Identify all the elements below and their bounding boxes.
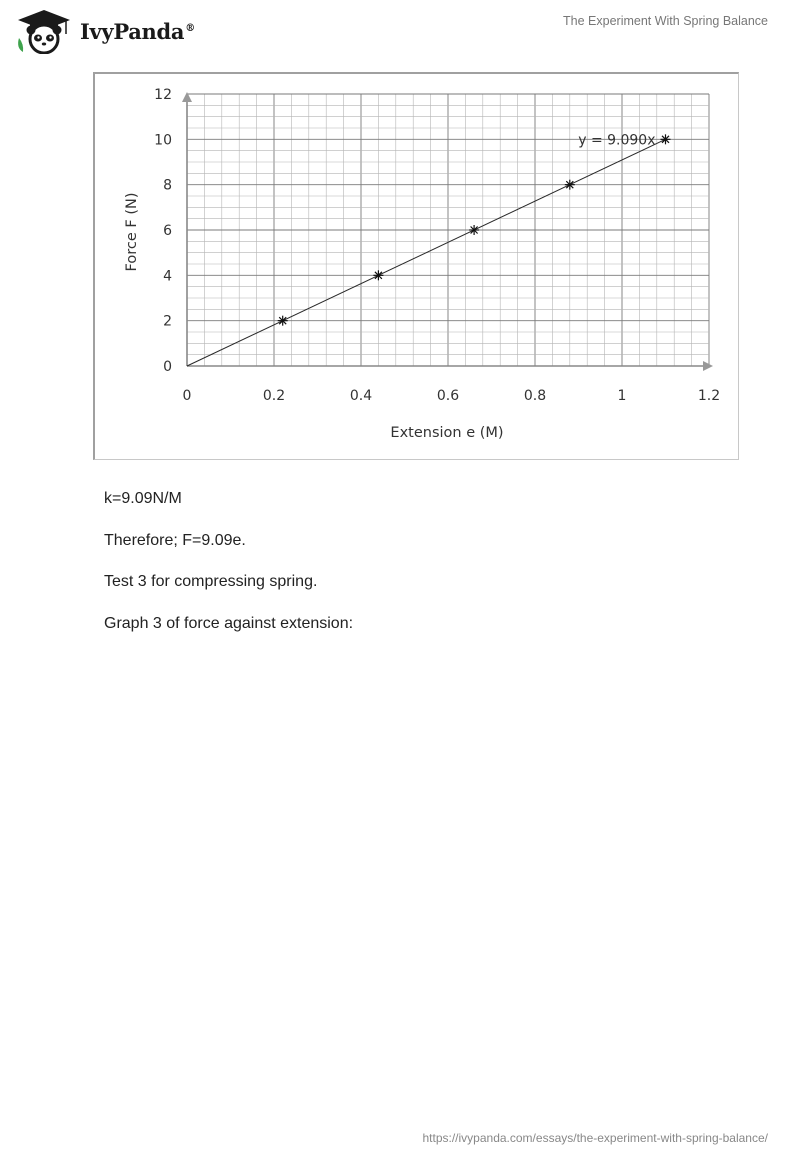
y-axis-title: Force F (N) xyxy=(124,192,140,272)
chart-figure xyxy=(93,72,739,460)
spring-constant-text: k=9.09N/M xyxy=(104,490,182,507)
x-tick-label: 0.2 xyxy=(262,388,286,404)
y-tick-label: 4 xyxy=(163,268,172,285)
x-axis-title: Extension e (M) xyxy=(390,425,504,441)
x-tick-label: 1 xyxy=(617,388,627,404)
x-tick-label: 0.6 xyxy=(436,388,460,404)
data-point xyxy=(373,270,383,280)
page-header xyxy=(0,0,800,60)
data-point xyxy=(661,134,671,144)
x-axis-arrow xyxy=(703,361,713,371)
x-tick-label: 0.8 xyxy=(523,388,547,404)
formula-text: Therefore; F=9.09e. xyxy=(104,532,246,549)
graph-caption-text: Graph 3 of force against extension: xyxy=(104,615,354,632)
y-tick-label: 12 xyxy=(154,87,172,103)
y-axis-arrow xyxy=(182,92,192,102)
panda-graduation-cap-icon xyxy=(14,8,74,54)
x-tick-label: 0 xyxy=(182,388,192,404)
y-tick-label: 6 xyxy=(163,223,172,239)
force-extension-chart xyxy=(95,74,741,462)
trendline-equation: y = 9.090x xyxy=(578,132,656,149)
data-point xyxy=(469,225,479,235)
y-tick-label: 0 xyxy=(163,359,172,375)
registered-mark: ® xyxy=(185,22,195,34)
x-tick-label: 0.4 xyxy=(349,388,373,404)
data-point xyxy=(278,316,288,326)
y-tick-label: 2 xyxy=(163,313,172,330)
y-tick-label: 8 xyxy=(163,177,172,194)
brand-name: IvyPanda® xyxy=(80,18,195,44)
source-url[interactable]: https://ivypanda.com/essays/the-experiment-with-spring-balance/ xyxy=(422,1131,768,1145)
data-point xyxy=(565,180,575,190)
x-tick-label: 1.2 xyxy=(697,388,721,404)
document-title: The Experiment With Spring Balance xyxy=(563,14,768,28)
brand-logo[interactable] xyxy=(14,8,195,54)
y-tick-label: 10 xyxy=(154,132,172,149)
test-heading-text: Test 3 for compressing spring. xyxy=(104,573,318,590)
